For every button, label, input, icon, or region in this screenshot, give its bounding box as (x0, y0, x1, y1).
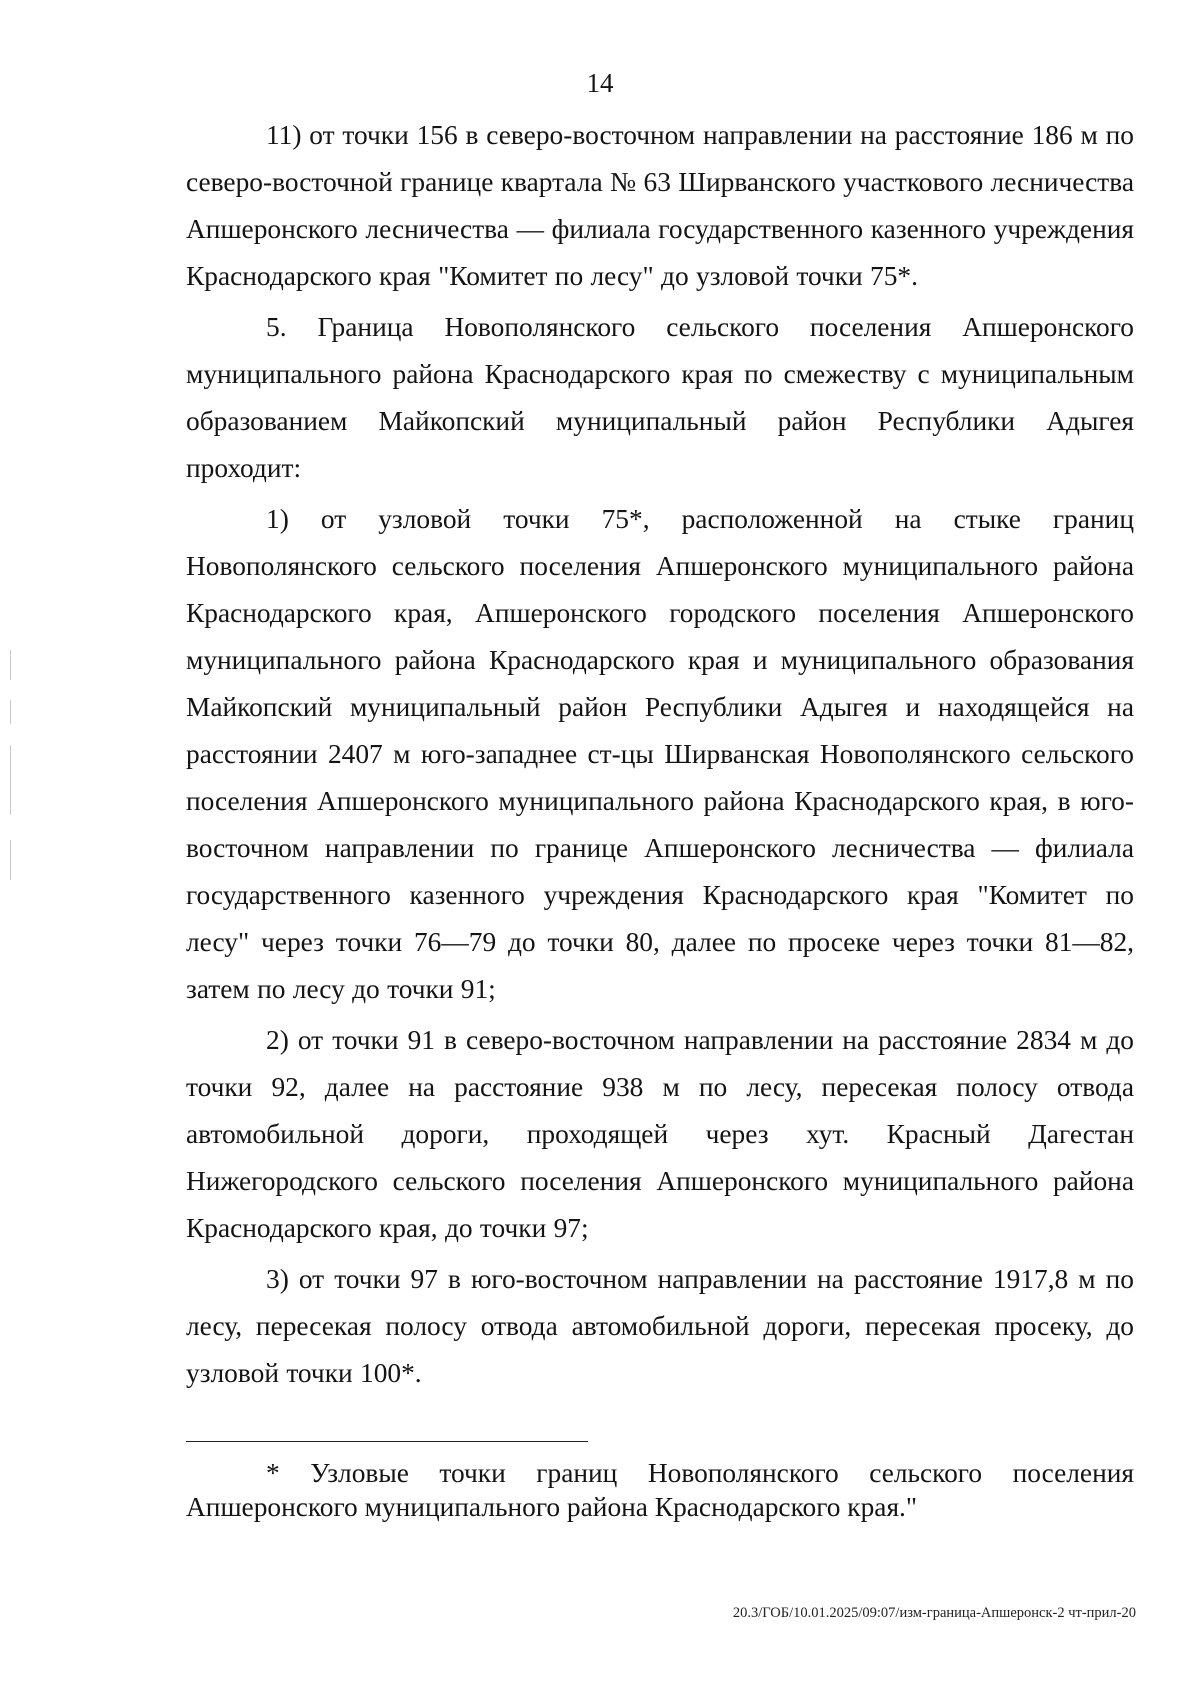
footnote-separator (186, 1441, 588, 1442)
page-number: 14 (586, 68, 614, 98)
scan-margin-mark (10, 840, 11, 880)
paragraph-item-1: 1) от узловой точки 75*, расположенной на стыке границ Новополянского сельского поселения Апшеронского муниципального района Краснодарского края, Апшеронского городского поселения Апшеронского муниципального района Краснодарского края и муниципального образования Майкопский муниципальный район Республики Адыгея и находящейся на расстоянии 2407 м юго-западнее ст-цы Ширванская Новополянского сельского поселения Апшеронского муниципального района Краснодарского края, в юго-восточном направлении по границе Апшеронского лесничества — филиала государственного казенного учреждения Краснодарского края "Комитет по лесу" через точки 76—79 до точки 80, далее по просеке через точки 81—82, затем по лесу до точки 91; (186, 504, 1134, 1004)
paragraph-item-2: 2) от точки 91 в северо-восточном направлении на расстояние 2834 м до точки 92, далее на расстояние 938 м по лесу, пересекая полосу отвода автомобильной дороги, проходящей через хут. Красный Дагестан Нижегородского сельского поселения Апшеронского муниципального района Краснодарского края, до точки 97; (186, 1025, 1134, 1243)
paragraph-item-3: 3) от точки 97 в юго-восточном направлении на расстояние 1917,8 м по лесу, пересекая полосу отвода автомобильной дороги, пересекая просеку, до узловой точки 100*. (186, 1264, 1134, 1388)
paragraph-item-11: 11) от точки 156 в северо-восточном направлении на расстояние 186 м по северо-восточной границе квартала № 63 Ширванского участкового лесничества Апшеронского лесничества — филиала государственного казенного учреждения Краснодарского края "Комитет по лесу" до узловой точки 75*. (186, 120, 1134, 291)
document-code: 20.3/ГОБ/10.01.2025/09:07/изм-граница-Апшеронск-2 чт-прил-20 (732, 1605, 1136, 1621)
footnote: * Узловые точки границ Новополянского сельского поселения Апшеронского муниципального района Краснодарского края." (186, 1458, 1134, 1522)
scan-margin-mark (10, 650, 11, 680)
paragraph-section-5: 5. Граница Новополянского сельского поселения Апшеронского муниципального района Краснодарского края по смежеству с муниципальным образованием Майкопский муниципальный район Республики Адыгея проходит: (186, 312, 1134, 483)
scan-margin-mark (10, 745, 11, 815)
document-body (186, 112, 1134, 1401)
scan-margin-mark (10, 700, 11, 724)
